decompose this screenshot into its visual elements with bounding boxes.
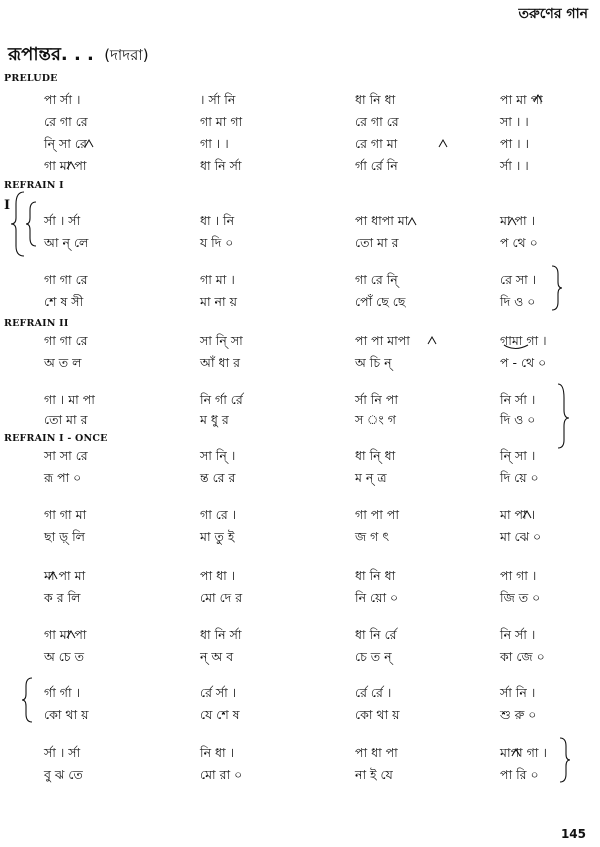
measure: মা পা । [500, 213, 536, 228]
measure: গা রে নি্ [355, 272, 398, 287]
measure: নি্ সা । [500, 448, 536, 463]
measure: গামা গা । [500, 333, 547, 348]
lyric: ম ন্ ত্র [355, 470, 387, 485]
measure: মাপা গা । [500, 745, 547, 760]
section-label-refrain-1: REFRAIN I [4, 180, 64, 191]
lyric: কো থা য় [44, 707, 89, 722]
running-head: তরুণের গান [518, 6, 588, 22]
lyric: ম ধু র [200, 412, 229, 427]
lyric: যে শে ষ [200, 707, 240, 722]
lyric: দি ও ০ [500, 412, 536, 427]
accent-mark [523, 511, 531, 518]
lyric: মা না য় [200, 294, 237, 309]
lyric: পা রি ০ [500, 767, 539, 782]
measure: নি ধা । [200, 745, 235, 760]
measure: র্সা । র্সা [44, 745, 81, 760]
brace-close-refrain-2 [558, 384, 569, 448]
brace-open-outer [11, 192, 24, 256]
lyric: দি য়ে ০ [500, 470, 539, 485]
lyric: কো থা য় [355, 707, 400, 722]
measure: র্সা । । [500, 158, 529, 173]
measure: পা ধা । [200, 568, 236, 583]
lyric: আ ন্ লে [44, 235, 89, 250]
section-label-refrain-2: REFRAIN II [4, 318, 69, 329]
measure: র্গা র্রে নি [355, 158, 398, 173]
lyric: আঁ ধা র [200, 355, 241, 370]
lyric: রূ পা ০ [44, 470, 82, 485]
accent-mark [67, 162, 75, 169]
accent-mark [49, 572, 57, 579]
song-title-main: রূপান্তর. . . [8, 44, 94, 65]
measure: নি র্সা । [500, 392, 536, 407]
measure: গা । মা পা [44, 392, 95, 407]
measure: সা নি্ । [200, 448, 236, 463]
lyric: প থে ০ [500, 235, 538, 250]
measure: নি র্গা র্রে [200, 392, 243, 407]
measure: ধা নি ধা [355, 568, 396, 583]
lyric: কা জে ০ [500, 649, 545, 664]
measure: সা । । [500, 114, 529, 129]
measure: পা ধা পা [355, 745, 398, 760]
lyric: নি য়ো ০ [355, 590, 399, 605]
accent-mark [439, 140, 447, 147]
measure: রে গা রে [355, 114, 399, 129]
meend-arc [504, 345, 528, 349]
measure: পা । । [500, 136, 529, 151]
measure: গা মা । [200, 272, 235, 287]
accent-mark [534, 95, 542, 102]
measure: গা মা গা [200, 114, 243, 129]
measure: গা রে । [200, 507, 237, 522]
page-number: 145 [560, 827, 586, 841]
measure: গা গা মা [44, 507, 87, 522]
measure: ধা নি র্সা [200, 627, 242, 642]
section-label-prelude: PRELUDE [4, 73, 58, 84]
measure: ধা । নি [200, 213, 235, 228]
repeat-marker-i: I [4, 198, 11, 213]
measure: । র্সা নি [200, 92, 236, 107]
measure: পা র্সা । [44, 92, 81, 107]
brace-open-repeat [22, 678, 32, 722]
lyric: না ই যে [355, 767, 393, 782]
lyric: ন্ত রে র [200, 470, 236, 485]
measure: ধা নি ধা [355, 92, 396, 107]
measure: গা মা পা [44, 627, 87, 642]
lyric: দি ও ০ [500, 294, 536, 309]
brace-open-inner [26, 202, 36, 246]
lyric: শে ষ সী [44, 294, 84, 309]
measure: গা । । [200, 136, 229, 151]
measure: নি র্সা । [500, 627, 536, 642]
song-title-tala: (দাদরা) [104, 46, 149, 64]
brace-close-refrain-1 [552, 266, 562, 310]
accent-mark [85, 140, 93, 147]
measure: র্সা । র্সা [44, 213, 81, 228]
lyric: জ গ ৎ [355, 529, 390, 544]
measure: র্রে র্রে । [355, 685, 392, 700]
measure: গা পা পা [355, 507, 399, 522]
section-label-refrain-1-once: REFRAIN I - ONCE [4, 433, 108, 444]
lyric: শু রু ০ [500, 707, 537, 722]
lyric: অ ত ল [44, 355, 82, 370]
measure: মা পা মা [44, 568, 86, 583]
lyric: মা ঝে ০ [500, 529, 542, 544]
accent-mark [512, 749, 520, 756]
brace-close-repeat [560, 738, 570, 782]
lyric: জি ত ০ [500, 590, 541, 605]
measure: ধা নি র্সা [200, 158, 242, 173]
lyric: তো মা র [44, 412, 88, 427]
measure: সা সা রে [44, 448, 88, 463]
lyric: ছা ড়্ লি [44, 529, 85, 544]
measure: র্রে র্সা । [200, 685, 237, 700]
lyric: প - থে ০ [500, 355, 547, 370]
accent-mark [428, 337, 436, 344]
measure: ধা নি র্রে [355, 627, 397, 642]
lyric: স ং গ [355, 412, 396, 427]
measure: গা গা রে [44, 333, 88, 348]
measure: র্গা র্গা । [44, 685, 81, 700]
lyric: ক র লি [44, 590, 81, 605]
lyric: তো মা র [355, 235, 399, 250]
lyric: মো দে র [200, 590, 243, 605]
lyric: পোঁ ছে ছে [355, 294, 406, 309]
measure: সা নি্ সা [200, 333, 243, 348]
measure: পা গা । [500, 568, 537, 583]
lyric: অ চি ন্ [355, 355, 392, 370]
accent-mark [408, 218, 416, 225]
measure: গা মা পা [44, 158, 87, 173]
lyric: য দি ০ [200, 235, 234, 250]
measure: ধা নি্ ধা [355, 448, 396, 463]
lyric: ন্ অ ব [200, 649, 234, 664]
lyric: মো রা ০ [200, 767, 243, 782]
lyric: অ চে ত [44, 649, 84, 664]
lyric: চে ত ন্ [355, 649, 392, 664]
measure: মা পা । [500, 507, 536, 522]
lyric: মা তু ই [200, 529, 235, 544]
measure: পা পা মাপা [355, 333, 410, 348]
measure: পা ধাপা মা [355, 213, 409, 228]
measure: রে সা । [500, 272, 537, 287]
measure: র্সা নি পা [355, 392, 398, 407]
measure: রে গা মা [355, 136, 398, 151]
measure: র্সা নি । [500, 685, 536, 700]
accent-mark [67, 631, 75, 638]
lyric: বু ঝ তে [44, 767, 83, 782]
measure: পা মা পা [500, 92, 543, 107]
accent-mark [508, 218, 516, 225]
measure: গা গা রে [44, 272, 88, 287]
measure: রে গা রে [44, 114, 88, 129]
measure: নি্ সা রে [44, 136, 87, 151]
